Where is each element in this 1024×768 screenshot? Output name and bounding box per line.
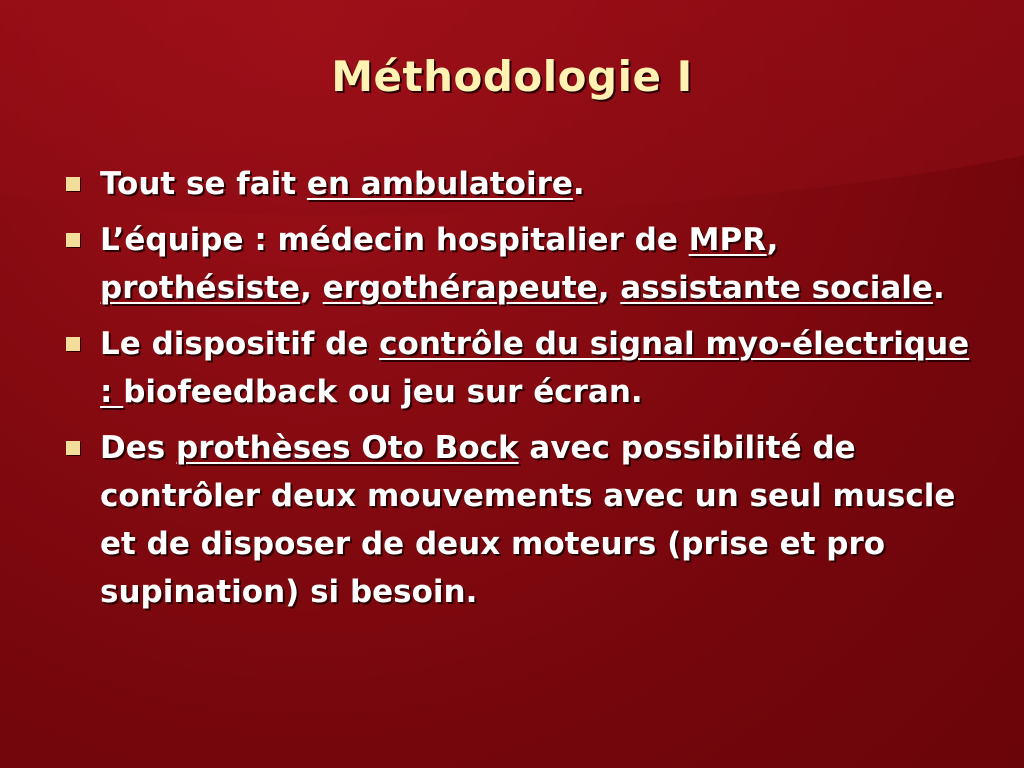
link-assistante-sociale[interactable]: assistante sociale — [620, 270, 933, 306]
slide-title: Méthodologie I — [331, 52, 693, 101]
link-prothesiste[interactable]: prothésiste — [100, 270, 301, 306]
bullet-text: . — [572, 166, 585, 202]
square-bullet-icon — [66, 337, 80, 351]
link-en-ambulatoire[interactable]: en ambulatoire — [306, 166, 573, 202]
bullet-list — [62, 160, 972, 624]
link-ergotherapeute[interactable]: ergothérapeute — [322, 270, 598, 306]
square-bullet-icon — [66, 177, 80, 191]
bullet-text: , — [766, 222, 779, 258]
bullet-text: biofeedback ou jeu sur écran. — [123, 374, 643, 410]
bullet-text: avec possibilité de contrôler deux mouvements avec un seul muscle et de disposer de deux moteurs (prise et pro supination) si besoin. — [100, 430, 956, 610]
bullet-item-equipe — [62, 216, 972, 312]
bullet-text: Des — [100, 430, 177, 466]
bullet-text: , — [300, 270, 323, 306]
bullet-text: , — [597, 270, 621, 306]
link-controle-signal[interactable]: contrôle du signal myo-électrique : — [100, 326, 970, 410]
bullet-text: L’équipe : médecin hospitalier de — [100, 222, 689, 258]
bullet-text: Tout se fait — [100, 166, 307, 202]
square-bullet-icon — [66, 233, 80, 247]
bullet-text: Le dispositif de — [100, 326, 380, 362]
bullet-item-protheses — [62, 424, 972, 616]
bullet-text: . — [932, 270, 945, 306]
link-protheses-oto-bock[interactable]: prothèses Oto Bock — [176, 430, 519, 466]
square-bullet-icon — [66, 441, 80, 455]
bullet-item-dispositif — [62, 320, 972, 416]
link-mpr[interactable]: MPR — [688, 222, 767, 258]
bullet-item-ambulatoire — [62, 160, 972, 208]
